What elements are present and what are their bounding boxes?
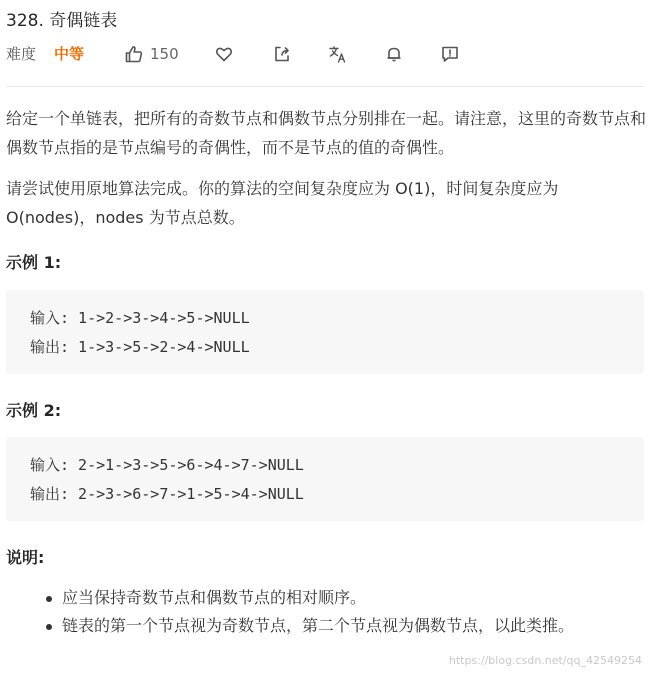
example-1-input: 输入: 1->2->3->4->5->NULL: [30, 309, 250, 327]
thumbs-up-icon: [124, 44, 144, 64]
example-2-code-block: [6, 437, 644, 521]
like-button[interactable]: [124, 42, 179, 66]
like-count: 150: [150, 45, 179, 63]
difficulty-label: 难度: [6, 45, 37, 63]
translate-icon[interactable]: [328, 44, 348, 64]
notes-list: [6, 584, 626, 640]
heart-icon[interactable]: [214, 44, 234, 64]
description-paragraph-2: 请尝试使用原地算法完成。你的算法的空间复杂度应为 O(1)，时间复杂度应为 O(nodes)，nodes 为节点总数。: [6, 179, 559, 227]
example-1-code-block: [6, 290, 644, 374]
example-2-output: 输出: 2->3->6->7->1->5->4->NULL: [30, 485, 304, 503]
divider: [6, 86, 644, 87]
example-1-heading: 示例 1:: [6, 253, 62, 272]
example-2-input: 输入: 2->1->3->5->6->4->7->NULL: [30, 456, 304, 474]
feedback-icon[interactable]: [440, 44, 460, 64]
list-item: 链表的第一个节点视为奇数节点，第二个节点视为偶数节点，以此类推。: [6, 612, 626, 640]
notes-heading: 说明:: [6, 548, 45, 567]
problem-title: 328. 奇偶链表: [6, 11, 118, 31]
bell-icon[interactable]: [384, 44, 404, 64]
watermark: https://blog.csdn.net/qq_42549254: [448, 654, 642, 667]
share-icon[interactable]: [272, 44, 292, 64]
problem-meta-bar: [6, 42, 646, 66]
example-1-output: 输出: 1->3->5->2->4->NULL: [30, 338, 250, 356]
difficulty-value: 中等: [54, 45, 85, 63]
description-paragraph-1: 给定一个单链表，把所有的奇数节点和偶数节点分别排在一起。请注意，这里的奇数节点和偶数节点指的是节点编号的奇偶性，而不是节点的值的奇偶性。: [6, 109, 647, 157]
list-item: 应当保持奇数节点和偶数节点的相对顺序。: [6, 584, 626, 612]
example-2-heading: 示例 2:: [6, 401, 62, 420]
